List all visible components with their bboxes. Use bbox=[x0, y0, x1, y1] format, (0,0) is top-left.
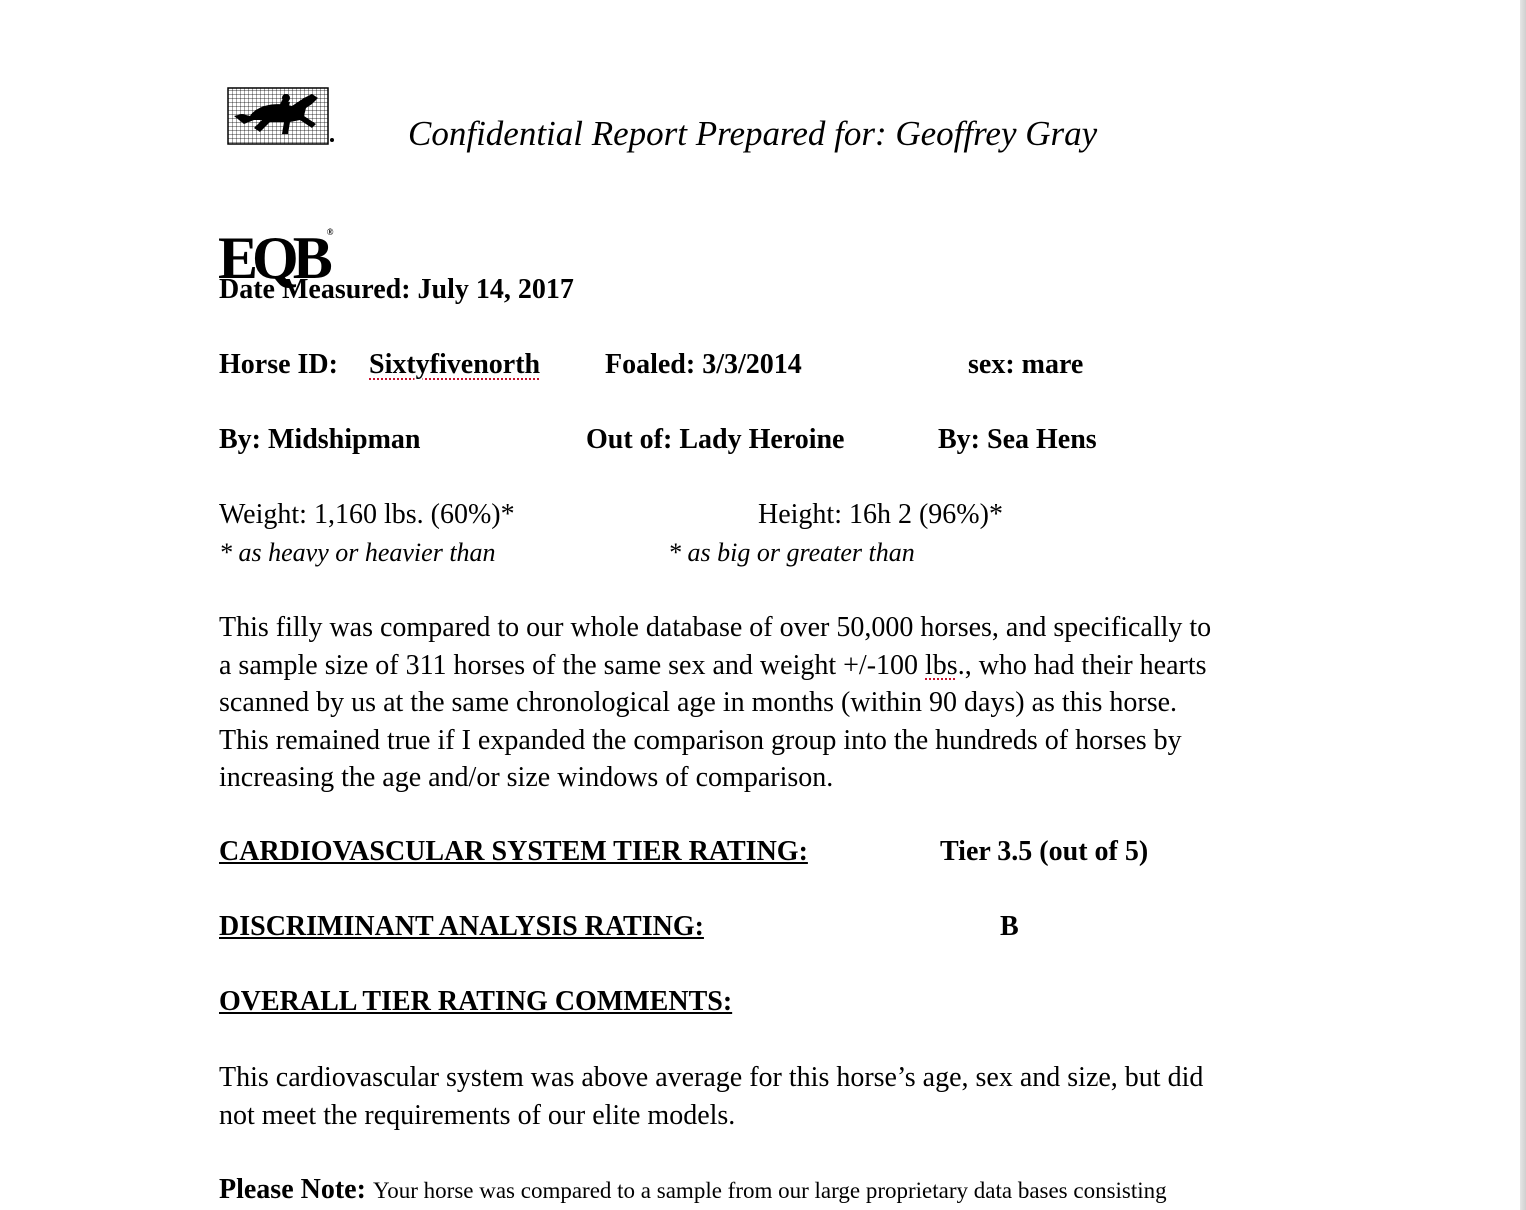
paragraph-line: not meet the requirements of our elite models. bbox=[219, 1099, 736, 1131]
height-field: Height: 16h 2 (96%)* bbox=[758, 499, 1003, 530]
horse-id-value bbox=[369, 349, 540, 381]
weight-field: Weight: 1,160 lbs. (60%)* bbox=[219, 499, 515, 530]
dam-sire-field: By: Sea Hens bbox=[938, 424, 1097, 455]
discriminant-rating-value: B bbox=[1000, 911, 1019, 942]
paragraph-line: increasing the age and/or size windows of comparison. bbox=[219, 762, 834, 793]
paragraph-line: This filly was compared to our whole database of over 50,000 horses, and specifically to bbox=[219, 612, 1212, 643]
weight-footnote: * as heavy or heavier than bbox=[219, 538, 496, 567]
paragraph-line bbox=[219, 647, 1299, 685]
racehorse-icon bbox=[220, 86, 340, 146]
dam-field: Out of: Lady Heroine bbox=[586, 424, 845, 455]
logo-text: EQB® bbox=[218, 225, 334, 291]
horse-id-label: Horse ID: bbox=[219, 349, 338, 380]
height-footnote: * as big or greater than bbox=[668, 538, 915, 567]
report-title: Confidential Report Prepared for: Geoffrey Gray bbox=[408, 114, 1098, 153]
please-note-label: Please Note: bbox=[219, 1174, 366, 1205]
cardio-rating-value: Tier 3.5 (out of 5) bbox=[940, 836, 1149, 867]
spellcheck-underline: Sixtyfivenorth bbox=[369, 349, 541, 380]
sire-field: By: Midshipman bbox=[219, 424, 421, 455]
please-note-text: Your horse was compared to a sample from our large proprietary data bases consisting bbox=[372, 1178, 1167, 1203]
please-note bbox=[219, 1174, 1167, 1206]
discriminant-rating-label: DISCRIMINANT ANALYSIS RATING: bbox=[219, 911, 704, 942]
sex-field: sex: mare bbox=[968, 349, 1084, 380]
paragraph-line: scanned by us at the same chronological age in months (within 90 days) as this horse. bbox=[219, 687, 1178, 718]
page-edge bbox=[1520, 0, 1526, 1210]
date-measured: Date Measured: July 14, 2017 bbox=[219, 274, 574, 305]
eqb-logo bbox=[218, 86, 340, 291]
cardio-rating-label: CARDIOVASCULAR SYSTEM TIER RATING: bbox=[219, 836, 808, 867]
comments-paragraph bbox=[219, 1059, 1299, 1134]
text-span: ., who had their hearts bbox=[957, 649, 1207, 681]
text-span: a sample size of 311 horses of the same sex and weight +/-100 bbox=[219, 649, 926, 681]
foaled-date: Foaled: 3/3/2014 bbox=[605, 349, 802, 380]
comparison-paragraph bbox=[219, 609, 1299, 797]
paragraph-line: This cardiovascular system was above average for this horse’s age, sex and size, but did bbox=[219, 1062, 1204, 1093]
spellcheck-underline: lbs bbox=[925, 649, 958, 681]
paragraph-line: This remained true if I expanded the comparison group into the hundreds of horses by bbox=[219, 724, 1182, 756]
comments-heading: OVERALL TIER RATING COMMENTS: bbox=[219, 986, 733, 1017]
